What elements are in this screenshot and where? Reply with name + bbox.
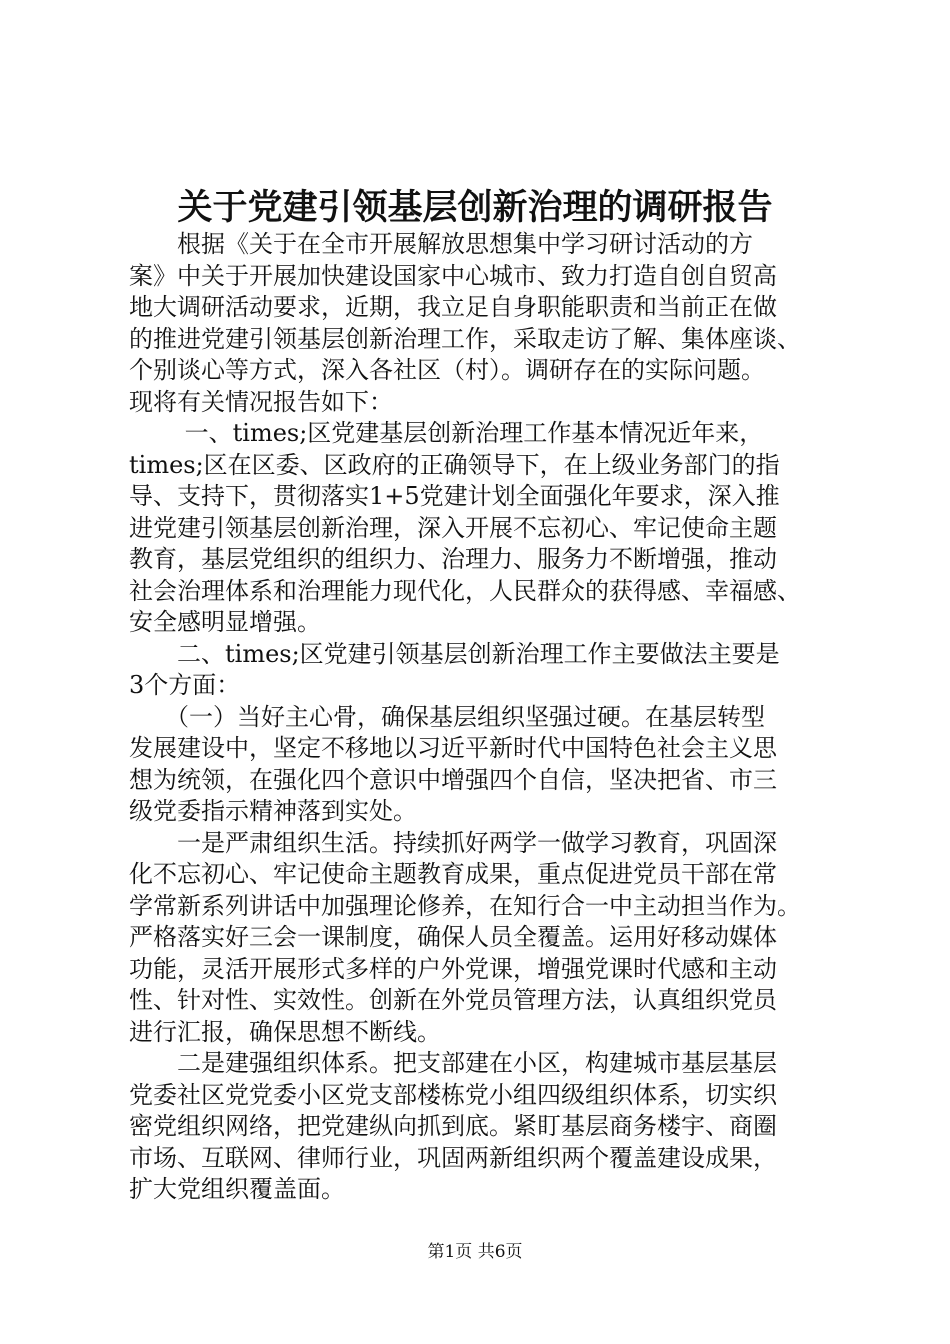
text-line: 学常新系列讲话中加强理论修养，在知行合一中主动担当作为。 <box>129 891 801 920</box>
text-line: 级党委指示精神落到实处。 <box>129 797 417 825</box>
text-line: 教育，基层党组织的组织力、治理力、服务力不断增强，推动 <box>129 545 777 573</box>
document-title: 关于党建引领基层创新治理的调研报告 <box>177 187 773 228</box>
text-line: 扩大党组织覆盖面。 <box>129 1175 345 1203</box>
text-line: 想为统领，在强化四个意识中增强四个自信，坚决把省、市三 <box>129 765 777 794</box>
text-line: times;区在区委、区政府的正确领导下，在上级业务部门的指 <box>129 450 780 479</box>
text-line: 安全感明显增强。 <box>129 608 321 636</box>
text-line: 根据《关于在全市开展解放思想集中学习研讨活动的方 <box>129 230 753 258</box>
text-line: 功能，灵活开展形式多样的户外党课，增强党课时代感和主动 <box>129 954 777 983</box>
text-line: 3个方面： <box>129 671 241 699</box>
text-line: 一是严肃组织生活。持续抓好两学一做学习教育，巩固深 <box>129 828 777 857</box>
text-line: 个别谈心等方式，深入各社区（村）。调研存在的实际问题。 <box>129 356 765 384</box>
text-line: 发展建设中，坚定不移地以习近平新时代中国特色社会主义思 <box>129 734 777 762</box>
page-number-footer: 第1页 共6页 <box>427 1242 523 1262</box>
text-line: 进党建引领基层创新治理，深入开展不忘初心、牢记使命主题 <box>129 513 777 542</box>
text-line: 化不忘初心、牢记使命主题教育成果，重点促进党员干部在常 <box>129 860 777 888</box>
text-line: 二是建强组织体系。把支部建在小区，构建城市基层基层 <box>129 1049 777 1077</box>
text-line: 市场、互联网、律师行业，巩固两新组织两个覆盖建设成果， <box>129 1143 777 1172</box>
text-line: 严格落实好三会一课制度，确保人员全覆盖。运用好移动媒体 <box>129 923 777 951</box>
text-line: 党委社区党党委小区党支部楼栋党小组四级组织体系，切实织 <box>129 1080 777 1109</box>
text-line: 性、针对性、实效性。创新在外党员管理方法，认真组织党员 <box>129 986 777 1014</box>
text-line: 的推进党建引领基层创新治理工作，采取走访了解、集体座谈、 <box>129 324 801 353</box>
text-line: 地大调研活动要求，近期，我立足自身职能职责和当前正在做 <box>129 293 777 321</box>
text-line: 案》中关于开展加快建设国家中心城市、致力打造自创自贸高 <box>129 261 777 290</box>
text-line: （一）当好主心骨，确保基层组织坚强过硬。在基层转型 <box>129 702 765 731</box>
text-line: 二、times;区党建引领基层创新治理工作主要做法主要是 <box>129 639 780 668</box>
text-line: 进行汇报，确保思想不断线。 <box>129 1017 441 1046</box>
text-line: 社会治理体系和治理能力现代化，人民群众的获得感、幸福感、 <box>129 576 801 605</box>
text-line: 现将有关情况报告如下： <box>129 387 393 416</box>
text-line: 一、times;区党建基层创新治理工作基本情况近年来， <box>129 419 764 447</box>
text-line: 密党组织网络，把党建纵向抓到底。紧盯基层商务楼宇、商圈 <box>129 1112 777 1140</box>
text-line: 导、支持下，贯彻落实1+5党建计划全面强化年要求，深入推 <box>129 482 780 510</box>
document-body <box>129 229 857 1206</box>
